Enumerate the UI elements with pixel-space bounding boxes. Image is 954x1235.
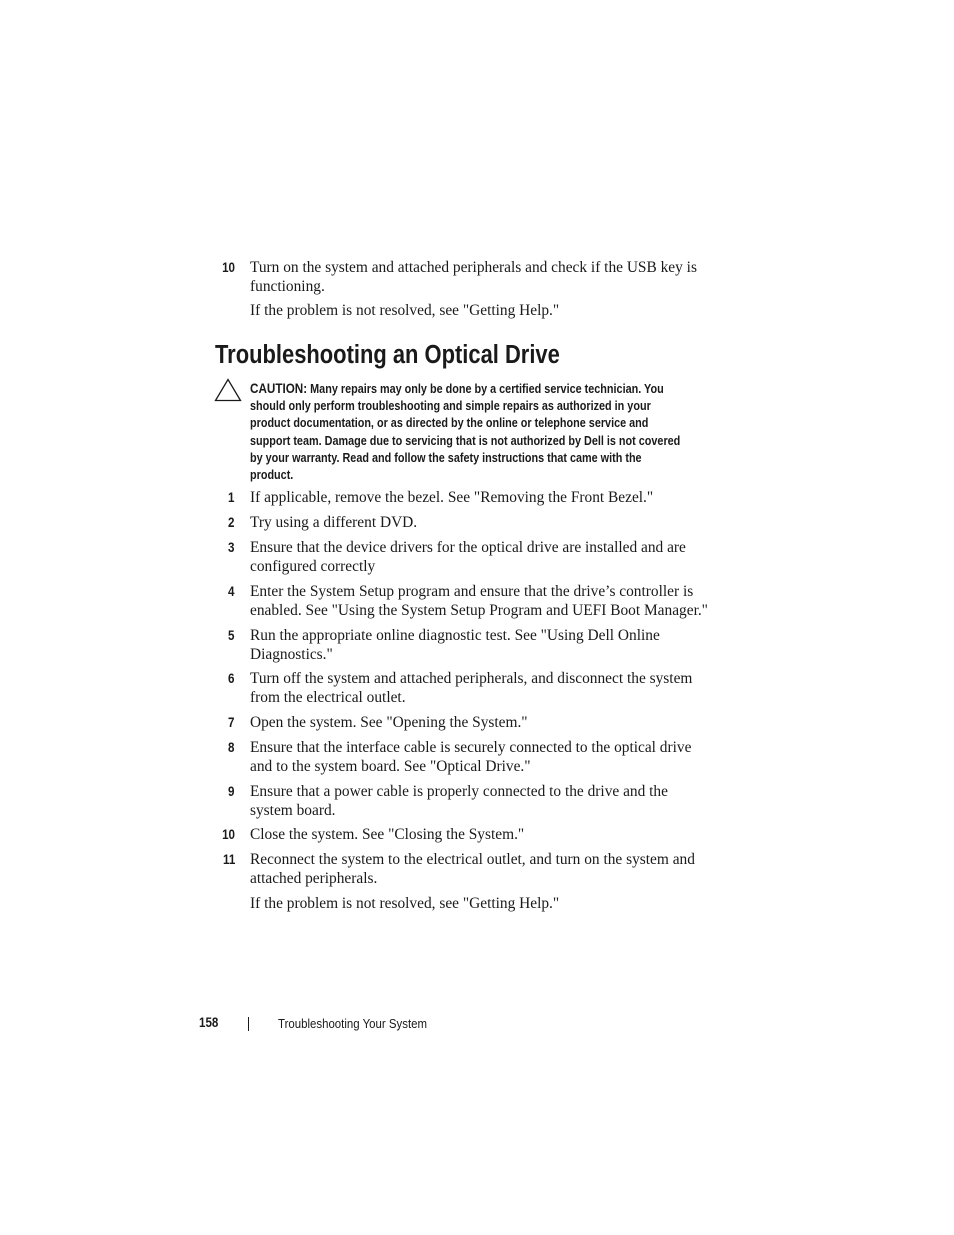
step-number: 2 (228, 515, 235, 530)
caution-icon (214, 378, 242, 402)
step-text-line: Reconnect the system to the electrical outlet, and turn on the system and (250, 851, 695, 868)
caution-notice (250, 380, 714, 484)
step-text-line: from the electrical outlet. (250, 688, 406, 706)
step-number: 10 (222, 827, 235, 842)
step-number: 4 (228, 584, 235, 599)
step-text (250, 826, 720, 845)
step-text-line: Try using a different DVD. (250, 514, 418, 531)
step-text-line: enabled. See "Using the System Setup Program and UEFI Boot Manager." (250, 601, 708, 619)
step-number: 6 (228, 671, 235, 686)
step-number: 11 (222, 852, 235, 867)
step-text (250, 259, 720, 296)
step-text-line: Ensure that the device drivers for the optical drive are installed and are (250, 539, 686, 556)
step-number: 9 (228, 784, 235, 799)
caution-line: should only perform troubleshooting and simple repairs as authorized in your (250, 399, 651, 414)
page-number: 158 (199, 1015, 219, 1030)
step-number: 5 (228, 628, 235, 643)
step-text-line: system board. (250, 801, 336, 819)
step-text-line: Open the system. See "Opening the System." (250, 714, 528, 731)
step-text (250, 627, 720, 664)
step-text-line: Ensure that a power cable is properly connected to the drive and the (250, 783, 668, 800)
step-text-line: and to the system board. See "Optical Drive." (250, 757, 531, 775)
step-number: 7 (228, 715, 235, 730)
caution-text: Many repairs may only be done by a certified service technician. You (310, 382, 664, 396)
step-text-line: Turn on the system and attached peripherals and check if the USB key is (250, 259, 697, 276)
step-text-line: If applicable, remove the bezel. See "Removing the Front Bezel." (250, 489, 654, 506)
step-text (250, 583, 720, 620)
step-text (250, 714, 720, 733)
caution-line: by your warranty. Read and follow the safety instructions that came with the (250, 450, 642, 465)
step-text (250, 739, 720, 776)
caution-line: support team. Damage due to servicing that is not authorized by Dell is not covered (250, 433, 681, 448)
step-text-line: Run the appropriate online diagnostic test. See "Using Dell Online (250, 627, 660, 644)
step-text (250, 670, 720, 707)
step-text (250, 514, 720, 533)
section-title: Troubleshooting an Optical Drive (215, 341, 560, 369)
step-number: 3 (228, 540, 235, 555)
step-text-line: Turn off the system and attached peripherals, and disconnect the system (250, 670, 693, 687)
step-text (250, 851, 720, 888)
footer-divider (248, 1017, 249, 1031)
step-text (250, 539, 720, 576)
step-text (250, 783, 720, 820)
step-text-line: Enter the System Setup program and ensure that the drive’s controller is (250, 583, 694, 600)
step-number: 1 (228, 490, 235, 505)
caution-label: CAUTION: (250, 381, 308, 396)
step-note: If the problem is not resolved, see "Getting Help." (250, 895, 560, 912)
step-text-line: Diagnostics." (250, 645, 333, 663)
step-text-line: Close the system. See "Closing the System." (250, 826, 525, 843)
step-text-line: configured correctly (250, 557, 376, 575)
step-text-line: Ensure that the interface cable is securely connected to the optical drive (250, 739, 692, 756)
step-text-line: attached peripherals. (250, 869, 378, 887)
step-note: If the problem is not resolved, see "Getting Help." (250, 302, 560, 319)
caution-line: product documentation, or as directed by the online or telephone service and (250, 416, 649, 431)
step-number: 10 (222, 260, 235, 275)
step-number: 8 (228, 740, 235, 755)
caution-line (250, 380, 714, 398)
caution-line: product. (250, 468, 294, 483)
step-text-line: functioning. (250, 277, 325, 295)
chapter-title: Troubleshooting Your System (278, 1016, 428, 1031)
step-text (250, 489, 720, 508)
